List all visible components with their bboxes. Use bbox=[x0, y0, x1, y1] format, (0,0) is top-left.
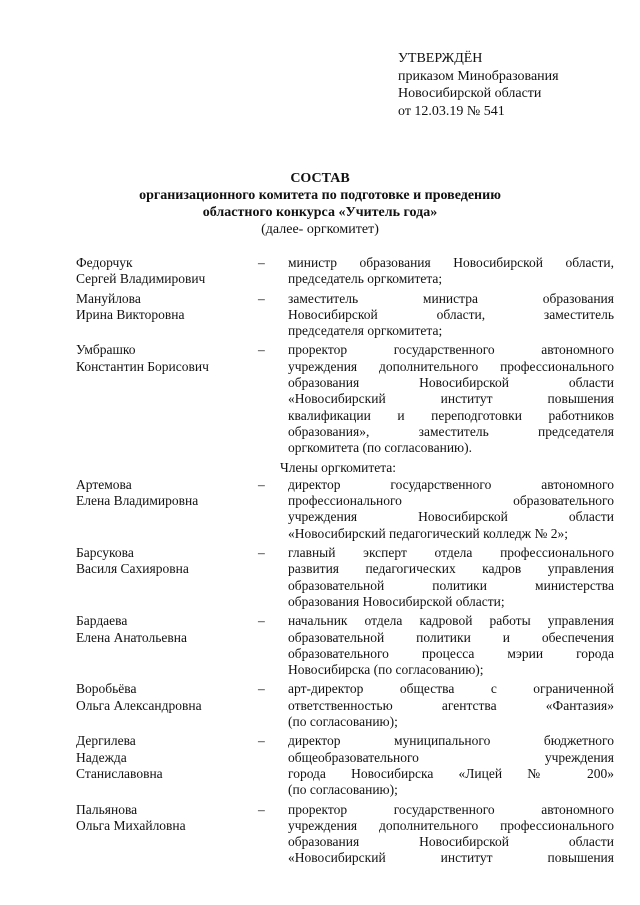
approval-stamp bbox=[398, 50, 559, 120]
member-position-line: директор государственного автономного bbox=[288, 476, 614, 492]
member-position-line: «Новосибирский педагогический колледж № 2»; bbox=[288, 525, 568, 541]
member-position bbox=[288, 733, 614, 798]
member-position-line: учреждения дополнительного профессионального bbox=[288, 358, 614, 374]
title-heading: СОСТАВ bbox=[290, 171, 350, 186]
member-position bbox=[288, 291, 614, 340]
member-name-line: Надежда bbox=[76, 749, 127, 765]
member-position-line: развития педагогических кадров управления bbox=[288, 561, 614, 577]
member-position-line: Новосибирска (по согласованию); bbox=[288, 662, 484, 678]
member-position-line: председателя оргкомитета; bbox=[288, 323, 443, 339]
member-position bbox=[288, 255, 614, 288]
approval-line: от 12.03.19 № 541 bbox=[398, 103, 505, 119]
member-row bbox=[76, 291, 616, 340]
member-name bbox=[76, 291, 256, 340]
member-name-line: Артемова bbox=[76, 476, 132, 492]
dash-separator: – bbox=[258, 342, 265, 358]
member-position-line: общеобразовательного учреждения bbox=[288, 749, 614, 765]
member-position bbox=[288, 802, 614, 867]
member-name bbox=[76, 802, 256, 867]
member-position-line: образования Новосибирской области bbox=[288, 834, 614, 850]
member-row bbox=[76, 477, 616, 542]
member-name-line: Федорчук bbox=[76, 255, 133, 270]
member-position-line: учреждения дополнительного профессионального bbox=[288, 817, 614, 833]
member-position-line: города Новосибирска «Лицей № 200» bbox=[288, 765, 614, 781]
member-position-line: образовательной политики министерства bbox=[288, 577, 614, 593]
member-name-line: Ольга Александровна bbox=[76, 697, 202, 713]
member-position-line: главный эксперт отдела профессионального bbox=[288, 545, 614, 561]
committee-members-list bbox=[76, 255, 616, 870]
member-name-line: Елена Анатольевна bbox=[76, 629, 187, 645]
member-name-line: Воробьёва bbox=[76, 681, 137, 697]
members-heading: Члены оргкомитета: bbox=[280, 459, 397, 475]
member-name bbox=[76, 342, 256, 456]
member-position-line: образовательного процесса мэрии города bbox=[288, 645, 614, 661]
title-line: областного конкурса «Учитель года» bbox=[202, 205, 438, 220]
member-position bbox=[288, 545, 614, 610]
member-name bbox=[76, 255, 256, 288]
member-position-line: «Новосибирский институт повышения bbox=[288, 850, 614, 866]
dash-separator: – bbox=[258, 733, 265, 749]
member-name-line: Ирина Викторовна bbox=[76, 306, 185, 322]
member-name-line: Мануйлова bbox=[76, 290, 141, 306]
member-name-line: Пальянова bbox=[76, 801, 138, 817]
member-row bbox=[76, 681, 616, 730]
member-name bbox=[76, 733, 256, 798]
member-name bbox=[76, 613, 256, 678]
member-position-line: проректор государственного автономного bbox=[288, 342, 614, 358]
member-position bbox=[288, 342, 614, 456]
member-name-line: Дергилева bbox=[76, 733, 136, 749]
member-position-line: квалификации и переподготовки работников bbox=[288, 407, 614, 423]
member-name-line: Ольга Михайловна bbox=[76, 817, 186, 833]
member-name-line: Елена Владимировна bbox=[76, 493, 199, 509]
member-row bbox=[76, 802, 616, 867]
member-name-line: Барсукова bbox=[76, 545, 134, 561]
dash-separator: – bbox=[258, 476, 265, 492]
member-name-line: Сергей Владимирович bbox=[76, 271, 206, 287]
member-name-line: Станиславовна bbox=[76, 765, 163, 781]
member-position-line: образования», заместитель председателя bbox=[288, 423, 614, 439]
dash-separator: – bbox=[258, 681, 265, 697]
member-name-line: Умбрашко bbox=[76, 342, 136, 358]
member-name-line: Бардаева bbox=[76, 613, 128, 629]
dash-separator: – bbox=[258, 613, 265, 629]
member-position-line: «Новосибирский институт повышения bbox=[288, 391, 614, 407]
member-name bbox=[76, 545, 256, 610]
member-position-line: председатель оргкомитета; bbox=[288, 271, 443, 287]
member-position bbox=[288, 613, 614, 678]
member-row bbox=[76, 733, 616, 798]
dash-separator: – bbox=[258, 545, 265, 561]
member-position-line: министр образования Новосибирской области, bbox=[288, 255, 614, 270]
member-position-line: образования Новосибирской области; bbox=[288, 593, 505, 609]
member-name bbox=[76, 681, 256, 730]
member-position-line: учреждения Новосибирской области bbox=[288, 509, 614, 525]
title-note: (далее- оргкомитет) bbox=[261, 222, 379, 237]
member-position-line: арт-директор общества с ограниченной bbox=[288, 681, 614, 697]
member-position-line: (по согласованию); bbox=[288, 782, 398, 798]
member-name bbox=[76, 477, 256, 542]
member-position-line: (по согласованию); bbox=[288, 714, 398, 730]
member-position-line: профессионального образовательного bbox=[288, 493, 614, 509]
member-row bbox=[76, 545, 616, 610]
member-row bbox=[76, 342, 616, 456]
approval-line: Новосибирской области bbox=[398, 86, 542, 101]
member-name-line: Василя Сахияровна bbox=[76, 561, 189, 577]
member-position-line: Новосибирской области, заместитель bbox=[288, 306, 614, 322]
member-position-line: оргкомитета (по согласованию). bbox=[288, 440, 472, 456]
dash-separator: – bbox=[258, 801, 265, 817]
dash-separator: – bbox=[258, 290, 265, 306]
member-position-line: начальник отдела кадровой работы управления bbox=[288, 613, 614, 629]
approval-line: УТВЕРЖДЁН bbox=[398, 51, 483, 66]
member-name-line: Константин Борисович bbox=[76, 358, 209, 374]
member-position-line: образовательной политики и обеспечения bbox=[288, 629, 614, 645]
member-position-line: проректор государственного автономного bbox=[288, 801, 614, 817]
document-title bbox=[0, 170, 640, 238]
member-position-line: образования Новосибирской области bbox=[288, 375, 614, 391]
member-position bbox=[288, 681, 614, 730]
dash-separator: – bbox=[258, 255, 265, 270]
member-position-line: директор муниципального бюджетного bbox=[288, 733, 614, 749]
member-row bbox=[76, 255, 616, 288]
member-position bbox=[288, 477, 614, 542]
member-position-line: ответственностью агентства «Фантазия» bbox=[288, 697, 614, 713]
approval-line: приказом Минобразования bbox=[398, 68, 559, 84]
member-position-line: заместитель министра образования bbox=[288, 290, 614, 306]
title-line: организационного комитета по подготовке и проведению bbox=[139, 188, 501, 203]
member-row bbox=[76, 613, 616, 678]
